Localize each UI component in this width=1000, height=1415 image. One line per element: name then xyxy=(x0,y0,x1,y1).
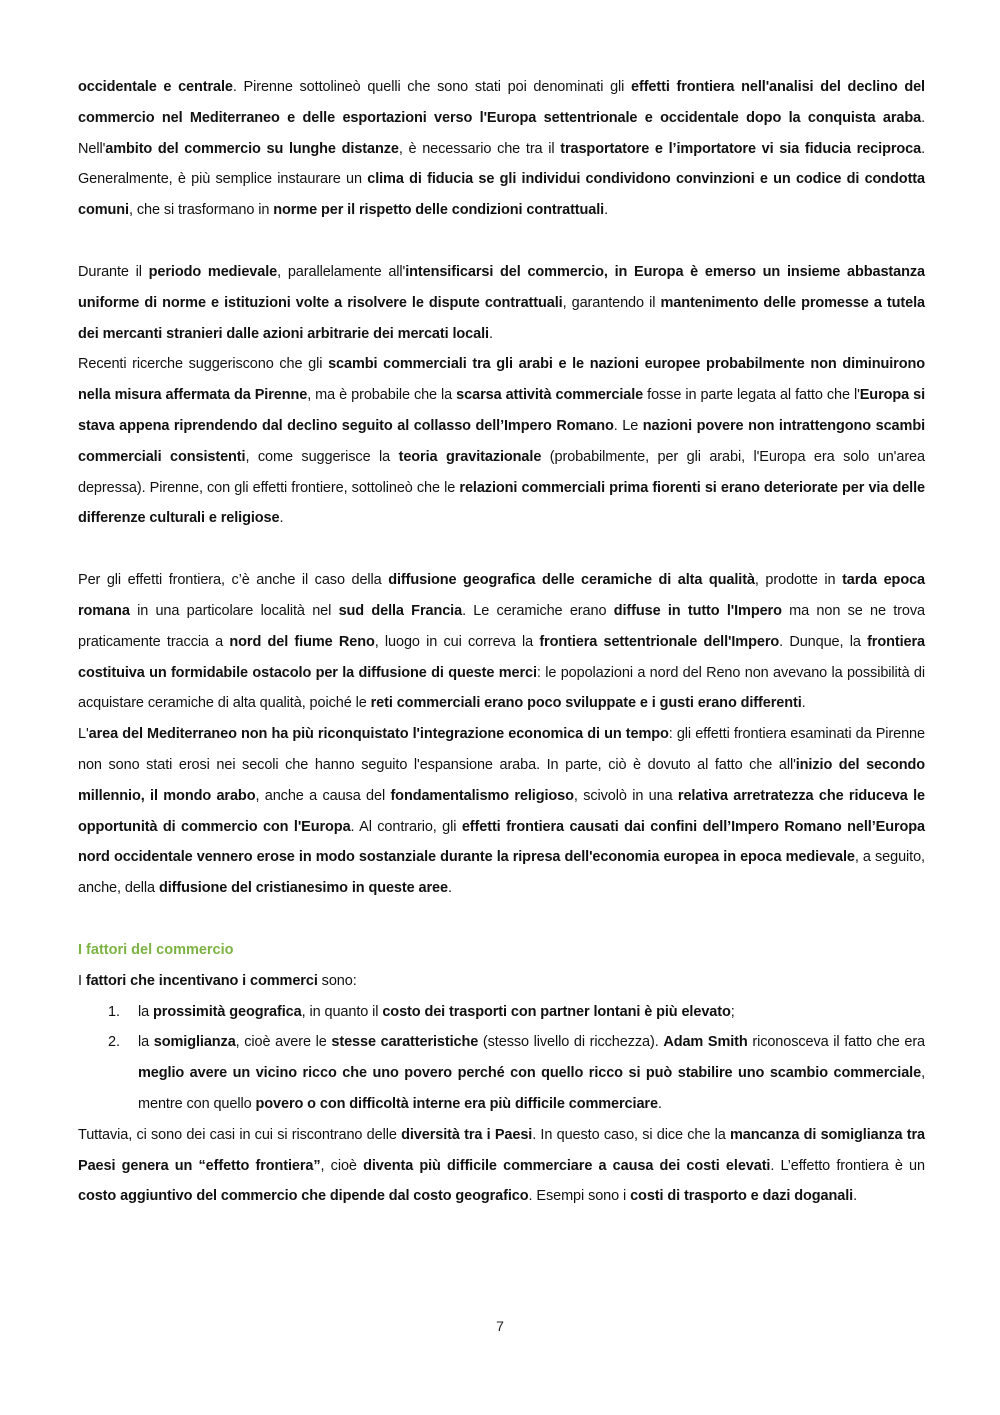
text-run: , è necessario che tra il xyxy=(398,140,561,157)
text-run: in una particolare località nel xyxy=(129,602,339,619)
text-run: L' xyxy=(78,726,89,743)
text-run: , cioè xyxy=(320,1157,364,1174)
list-item-text xyxy=(138,1004,735,1020)
text-run: , che si trasformano in xyxy=(128,202,274,219)
paragraph-ceramics xyxy=(78,565,925,719)
bold-text: diventa più difficile commerciare a causa dei costi elevati xyxy=(363,1157,771,1174)
text-run: , a seguito, anche, della xyxy=(78,849,925,897)
text-run: . Esempi sono i xyxy=(528,1188,631,1205)
text-run: . xyxy=(853,1188,858,1205)
list-item-text xyxy=(138,1034,925,1112)
list-item xyxy=(78,1027,925,1119)
text-run: . xyxy=(447,880,452,897)
text-run: . xyxy=(604,202,609,219)
text-run: . Al contrario, gli xyxy=(350,818,462,835)
text-run: : le popolazioni a nord del Reno non avevano la possibilità di acquistare ceramiche di alta qualità, poiché le xyxy=(78,664,926,712)
text-run: I xyxy=(78,972,86,989)
bold-text: nord del fiume Reno xyxy=(229,633,375,650)
text-run: , mentre con quello xyxy=(138,1065,925,1112)
list-item xyxy=(78,997,925,1028)
bold-text: mancanza di somiglianza tra Paesi genera un “effetto frontiera” xyxy=(78,1126,925,1174)
text-run: Durante il xyxy=(78,263,149,280)
text-run: . In questo caso, si dice che la xyxy=(532,1126,731,1143)
text-run: , garantendo il xyxy=(562,294,661,311)
paragraph-gap xyxy=(78,226,925,257)
bold-text: area del Mediterraneo non ha più riconquistato l'integrazione economica di un tempo xyxy=(88,726,669,743)
text-run: . Generalmente, è più semplice instaurare un xyxy=(78,140,925,188)
bold-text: meglio avere un vicino ricco che uno povero perché con quello ricco si può stabilire uno scambio commerciale xyxy=(138,1065,922,1082)
paragraph-mediterranean xyxy=(78,719,925,904)
text-run: ; xyxy=(730,1003,735,1020)
paragraph-trust-trade xyxy=(78,72,925,226)
text-run: Per gli effetti frontiera, c’è anche il caso della xyxy=(78,572,389,589)
paragraph-gap xyxy=(78,904,925,935)
bold-text: reti commerciali erano poco sviluppate e i gusti erano differenti xyxy=(370,695,802,712)
bold-text: diversità tra i Paesi xyxy=(401,1126,533,1143)
paragraph-gap xyxy=(78,534,925,565)
bold-text: trasportatore e l’importatore vi sia fiducia reciproca xyxy=(560,140,922,157)
page-number: 7 xyxy=(496,1318,504,1334)
text-run: . xyxy=(279,510,284,527)
text-run: , ma è probabile che la xyxy=(307,387,457,404)
bold-text: occidentale e centrale xyxy=(78,79,233,95)
text-run: , cioè avere le xyxy=(235,1034,332,1051)
bold-text: stesse caratteristiche xyxy=(331,1034,479,1051)
text-run: ma non se ne trova praticamente traccia a xyxy=(78,602,925,650)
bold-text: effetti frontiera nell'analisi del declino del commercio nel Mediterraneo e delle esportazioni verso l'Europa settentrionale e occidentale dopo la conquista araba xyxy=(78,79,925,126)
bold-text: somiglianza xyxy=(153,1034,236,1051)
text-run: la xyxy=(138,1034,154,1051)
paragraph-medieval-period xyxy=(78,257,925,349)
text-run: . xyxy=(657,1095,662,1112)
paragraph-recent-research xyxy=(78,349,925,534)
text-run: (stesso livello di ricchezza). xyxy=(478,1034,664,1051)
bold-text: intensificarsi del commercio, in Europa è emerso un insieme abbastanza uniforme di norme e istituzioni volte a risolvere le dispute contrattuali xyxy=(78,263,925,311)
text-run: . Le xyxy=(613,417,643,434)
text-run: . xyxy=(488,325,493,342)
bold-text: tarda epoca romana xyxy=(78,572,925,619)
bold-text: fattori che incentivano i commerci xyxy=(85,972,318,989)
bold-text: povero o con difficoltà interne era più difficile commerciare xyxy=(255,1095,658,1112)
bold-text: ambito del commercio su lunghe distanze xyxy=(105,140,399,157)
bold-text: relativa arretratezza che riduceva le opportunità di commercio con l'Europa xyxy=(78,787,926,835)
bold-text: nazioni povere non intrattengono scambi commerciali consistenti xyxy=(78,417,926,465)
text-run: , anche a causa del xyxy=(255,787,391,804)
bold-text: periodo medievale xyxy=(148,263,278,280)
text-run: , come suggerisce la xyxy=(245,448,399,465)
text-run: , parallelamente all' xyxy=(277,263,406,280)
text-run: sono: xyxy=(317,972,357,989)
bold-text: Adam Smith xyxy=(663,1034,748,1051)
text-run: , prodotte in xyxy=(754,572,843,589)
text-run: la xyxy=(138,1003,154,1020)
bold-text: effetti frontiera causati dai confini dell’Impero Romano nell’Europa nord occidentale vennero erose in modo sostanziale durante la ripresa dell'economia europea in epoca medievale xyxy=(78,818,925,866)
bold-text: diffusione geografica delle ceramiche di alta qualità xyxy=(388,572,755,589)
factors-list xyxy=(78,997,925,1120)
bold-text: frontiera costituiva un formidabile ostacolo per la diffusione di queste merci xyxy=(78,633,925,681)
section-outro xyxy=(78,1120,925,1212)
section-intro xyxy=(78,966,925,997)
bold-text: inizio del secondo millennio, il mondo arabo xyxy=(78,756,925,804)
text-run: (probabilmente, per gli arabi, l'Europa era solo un'area depressa). Pirenne, con gli effetti frontiere, sottolineò che le xyxy=(78,448,925,496)
text-run: Tuttavia, ci sono dei casi in cui si riscontrano delle xyxy=(78,1126,402,1143)
text-run: , in quanto il xyxy=(301,1003,383,1020)
bold-text: diffusione del cristianesimo in queste aree xyxy=(158,880,448,897)
bold-text: fondamentalismo religioso xyxy=(390,787,574,804)
bold-text: costi di trasporto e dazi doganali xyxy=(630,1188,854,1205)
bold-text: sud della Francia xyxy=(338,602,463,619)
list-item-number: 1. xyxy=(108,1003,120,1020)
text-run: . L’effetto frontiera è un xyxy=(770,1157,925,1174)
text-run: , scivolò in una xyxy=(573,787,678,804)
bold-text: diffuse in tutto l'Impero xyxy=(613,602,782,619)
text-run: . Dunque, la xyxy=(779,633,868,650)
text-run: . Le ceramiche erano xyxy=(462,602,614,619)
text-run: fosse in parte legata al fatto che l' xyxy=(643,387,860,404)
bold-text: mantenimento delle promesse a tutela dei mercanti stranieri dalle azioni arbitrarie dei mercati locali xyxy=(78,294,926,342)
text-run: : gli effetti frontiera esaminati da Pirenne non sono stati erosi nei secoli che hanno seguito l'espansione araba. In parte, ciò è dovuto al fatto che all' xyxy=(78,726,925,773)
text-run: . Pirenne sottolineò quelli che sono stati poi denominati gli xyxy=(232,79,631,95)
bold-text: prossimità geografica xyxy=(153,1003,302,1020)
bold-text: Europa si stava appena riprendendo dal declino seguito al collasso dell’Impero Romano xyxy=(78,387,926,434)
bold-text: clima di fiducia se gli individui condividono convinzioni e un codice di condotta comuni xyxy=(78,171,925,219)
text-run: . xyxy=(801,695,806,712)
text-run: , luogo in cui correva la xyxy=(374,633,540,650)
section-heading: I fattori del commercio xyxy=(78,941,234,958)
list-item-number: 2. xyxy=(108,1034,120,1051)
bold-text: costo aggiuntivo del commercio che dipende dal costo geografico xyxy=(78,1188,529,1205)
bold-text: teoria gravitazionale xyxy=(398,448,542,465)
text-run: . Nell' xyxy=(78,109,925,157)
bold-text: costo dei trasporti con partner lontani è più elevato xyxy=(382,1003,731,1020)
bold-text: scambi commerciali tra gli arabi e le nazioni europee probabilmente non diminuirono nella misura affermata da Pirenne xyxy=(78,356,925,404)
bold-text: frontiera settentrionale dell'Impero xyxy=(539,633,780,650)
bold-text: scarsa attività commerciale xyxy=(456,387,644,404)
bold-text: norme per il rispetto delle condizioni contrattuali xyxy=(273,202,605,219)
text-run: Recenti ricerche suggeriscono che gli xyxy=(78,356,329,373)
document-page xyxy=(78,72,925,1212)
text-run: riconosceva il fatto che era xyxy=(747,1034,926,1051)
bold-text: relazioni commerciali prima fiorenti si erano deteriorate per via delle differenze culturali e religiose xyxy=(78,479,925,527)
